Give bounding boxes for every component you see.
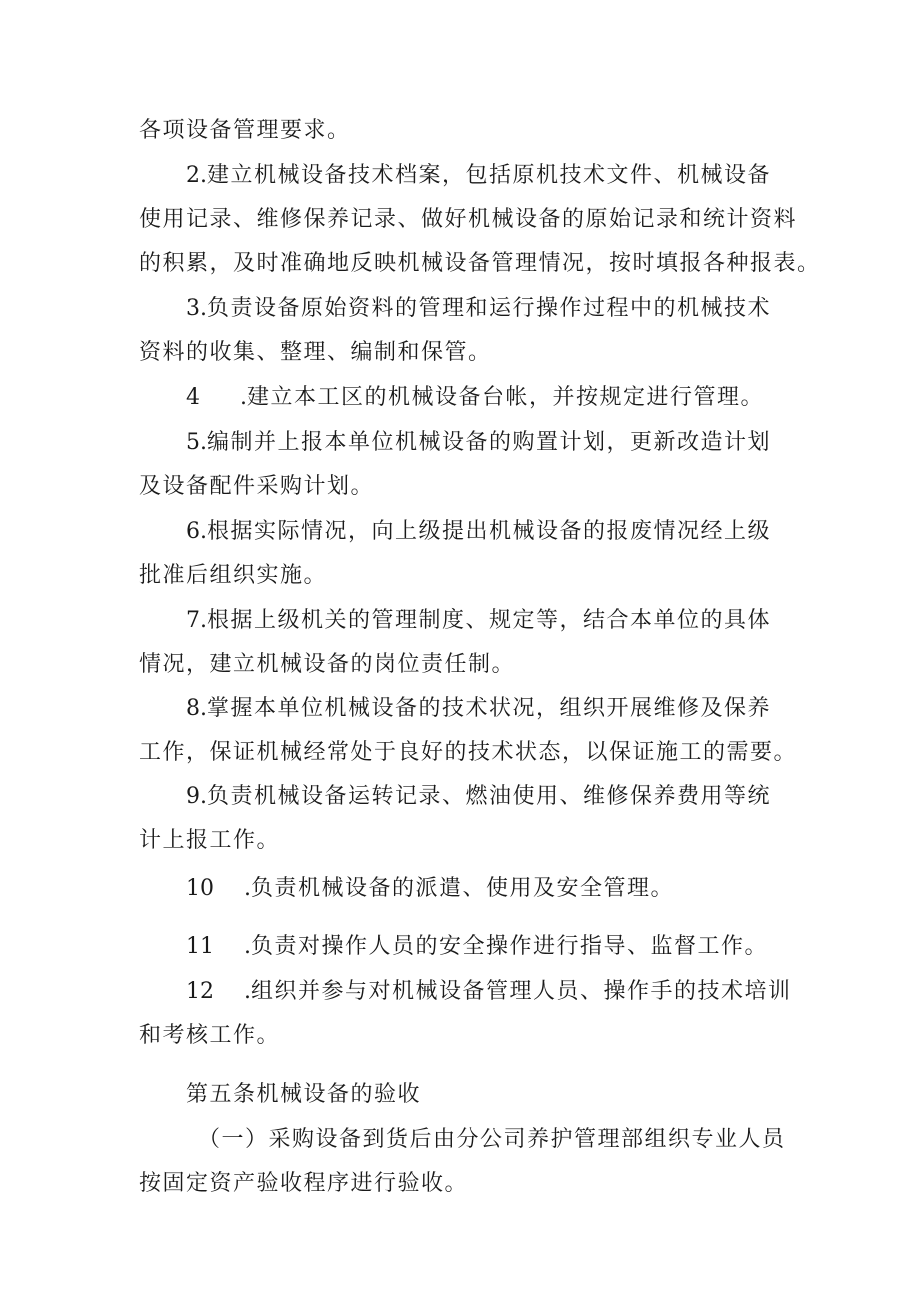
- list-item-11: [186, 932, 836, 962]
- list-item-6-line-2: 批准后组织实施。: [139, 563, 328, 588]
- item-text: 负责机械设备运转记录、燃油使用、维修保养费用等统: [207, 784, 772, 809]
- item-text: 组织并参与对机械设备管理人员、操作手的技术培训: [251, 979, 792, 1004]
- item-number: 11: [186, 934, 214, 959]
- item-text: 负责对操作人员的安全操作进行指导、监督工作。: [251, 934, 769, 959]
- item-separator: .: [200, 608, 207, 633]
- item-text: 负责机械设备的派遣、使用及安全管理。: [251, 876, 675, 901]
- list-item-3: [186, 294, 836, 324]
- list-item-9-line-2: 计上报工作。: [139, 828, 281, 853]
- item-number: 3: [186, 296, 200, 321]
- list-item-10: [186, 874, 836, 904]
- item-separator: .: [244, 934, 251, 959]
- item-number: 6: [186, 519, 200, 544]
- item-number: 4: [186, 385, 200, 410]
- list-item-6: [186, 517, 836, 547]
- paragraph-continuation: 各项设备管理要求。: [139, 118, 351, 143]
- item-separator: .: [200, 296, 207, 321]
- item-number: 2: [186, 163, 200, 188]
- list-item-8: [186, 694, 836, 724]
- list-item-9: [186, 782, 836, 812]
- item-text: 建立机械设备技术档案，包括原机技术文件、机械设备: [207, 163, 772, 188]
- list-item-12-line-2: 和考核工作。: [139, 1023, 281, 1048]
- item-separator: .: [200, 784, 207, 809]
- list-item-2-line-3: 的积累，及时准确地反映机械设备管理情况，按时填报各种报表。: [139, 251, 821, 276]
- clause-1: （一）采购设备到货后由分公司养护管理部组织专业人员: [198, 1127, 786, 1152]
- item-separator: .: [200, 430, 207, 455]
- item-number: 8: [186, 696, 200, 721]
- item-number: 7: [186, 608, 200, 633]
- item-separator: .: [244, 876, 251, 901]
- item-number: 5: [186, 430, 200, 455]
- item-separator: .: [200, 163, 207, 188]
- item-number: 10: [186, 876, 214, 901]
- list-item-3-line-2: 资料的收集、整理、编制和保管。: [139, 340, 492, 365]
- item-text: 负责设备原始资料的管理和运行操作过程中的机械技术: [207, 296, 772, 321]
- item-text: 掌握本单位机械设备的技术状况，组织开展维修及保养: [207, 696, 772, 721]
- article-heading: 第五条机械设备的验收: [186, 1082, 422, 1107]
- item-text: 编制并上报本单位机械设备的购置计划，更新改造计划: [207, 430, 772, 455]
- item-number: 9: [186, 784, 200, 809]
- list-item-4: [186, 383, 836, 413]
- item-text: 根据上级机关的管理制度、规定等，结合本单位的具体: [207, 608, 772, 633]
- item-separator: .: [200, 519, 207, 544]
- item-text: 建立本工区的机械设备台帐，并按规定进行管理。: [247, 385, 765, 410]
- item-separator: .: [240, 385, 247, 410]
- list-item-7-line-2: 情况，建立机械设备的岗位责任制。: [139, 652, 516, 677]
- list-item-5-line-2: 及设备配件采购计划。: [139, 474, 375, 499]
- item-text: 根据实际情况，向上级提出机械设备的报废情况经上级: [207, 519, 772, 544]
- list-item-2: [186, 161, 836, 191]
- list-item-2-line-2: 使用记录、维修保养记录、做好机械设备的原始记录和统计资料: [139, 207, 798, 232]
- list-item-5: [186, 428, 836, 458]
- clause-1-line-2: 按固定资产验收程序进行验收。: [139, 1171, 469, 1196]
- item-separator: .: [244, 979, 251, 1004]
- item-number: 12: [186, 979, 214, 1004]
- list-item-8-line-2: 工作，保证机械经常处于良好的技术状态，以保证施工的需要。: [139, 740, 798, 765]
- list-item-7: [186, 606, 836, 636]
- item-separator: .: [200, 696, 207, 721]
- list-item-12: [186, 977, 836, 1007]
